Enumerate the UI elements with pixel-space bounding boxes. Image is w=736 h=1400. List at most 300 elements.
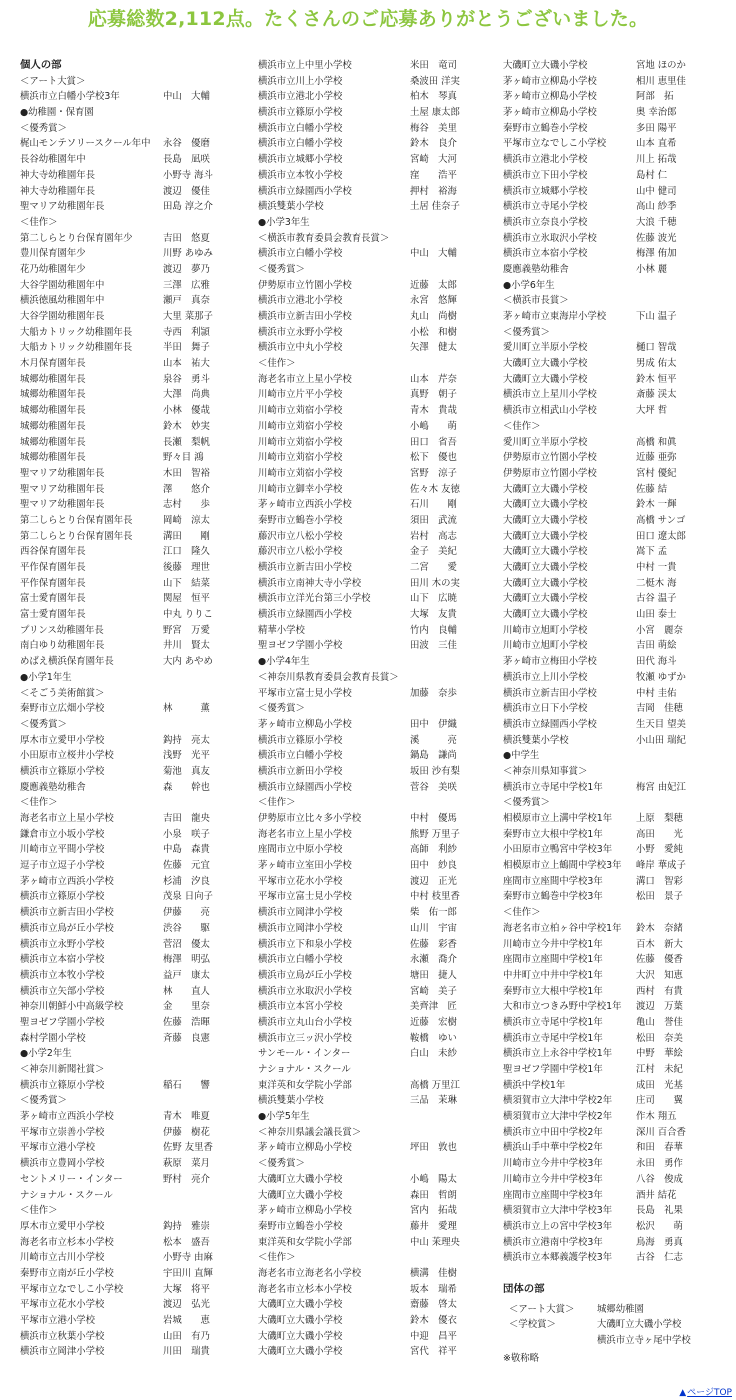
winner-row bbox=[503, 482, 731, 498]
school-label: 川崎市立苅宿小学校 bbox=[258, 452, 343, 464]
winner-name: 米田 竜司 bbox=[410, 60, 457, 71]
winner-row bbox=[20, 670, 245, 686]
school-label: 座間市立座間中学校3年 bbox=[503, 1189, 603, 1201]
school-label: 藤沢市立八松小学校 bbox=[258, 546, 343, 558]
winner-name: 山下 結菜 bbox=[163, 577, 210, 589]
winner-row bbox=[258, 591, 494, 607]
winner-row bbox=[20, 1203, 245, 1219]
winner-name: 相川 恵里佳 bbox=[636, 75, 686, 87]
school-label: 大磯町立大磯小学校 bbox=[503, 609, 588, 621]
winner-row bbox=[258, 121, 494, 137]
winner-row bbox=[258, 827, 494, 843]
winner-row bbox=[20, 638, 245, 654]
winner-name: 丸山 尚樹 bbox=[410, 311, 457, 322]
school-label: 横浜市立本宿小学校 bbox=[503, 248, 588, 260]
winner-name: 鍋島 謙尚 bbox=[410, 750, 457, 762]
winner-name: 鈴木 良介 bbox=[410, 138, 457, 150]
winner-row bbox=[258, 466, 494, 482]
school-label: 横須賀市立大津中学校3年 bbox=[503, 1205, 613, 1217]
school-label: 花乃幼稚園年少 bbox=[20, 263, 86, 275]
school-label: サンモール・インター bbox=[258, 1048, 351, 1060]
winner-row bbox=[503, 325, 731, 341]
winner-row bbox=[258, 1344, 494, 1360]
school-label: 横浜市立岡津小学校 bbox=[258, 907, 343, 919]
winner-name: 井川 賢太 bbox=[163, 640, 210, 652]
winner-row bbox=[503, 811, 731, 827]
winner-row bbox=[503, 952, 731, 968]
school-label: 豊川保育園年少 bbox=[20, 248, 86, 260]
school-label: 平塚市立富士見小学校 bbox=[258, 891, 352, 903]
winner-row bbox=[258, 654, 494, 670]
winner-name: 半田 舞子 bbox=[163, 342, 210, 354]
winner-row bbox=[20, 387, 245, 403]
school-label: 大磯町立大磯小学校 bbox=[503, 60, 588, 71]
school-label: 大磯町立大磯小学校 bbox=[503, 577, 588, 589]
winner-row bbox=[258, 1297, 494, 1313]
school-label: 横浜市立緑園西小学校 bbox=[258, 781, 352, 793]
winner-row bbox=[503, 340, 731, 356]
school-label: 平塚市立なでしこ小学校 bbox=[503, 138, 607, 150]
school-label: 伊勢原市立比々多小学校 bbox=[258, 813, 362, 824]
winner-name: 田代 海斗 bbox=[636, 656, 677, 668]
winner-row bbox=[503, 450, 731, 466]
school-label: 横浜市立港北小学校 bbox=[258, 295, 343, 307]
winner-row bbox=[258, 278, 494, 294]
winner-row bbox=[258, 356, 494, 372]
school-label: 厚木市立愛甲小学校 bbox=[20, 734, 105, 746]
school-label: 伊勢原市立竹園小学校 bbox=[258, 279, 352, 291]
winner-name: 佐藤 彩香 bbox=[410, 938, 457, 950]
winner-name: 大塚 将平 bbox=[163, 1283, 210, 1295]
winner-row bbox=[258, 1313, 494, 1329]
winner-row bbox=[503, 58, 731, 74]
group-winner: 大磯町立大磯小学校 bbox=[597, 1319, 682, 1331]
school-label: 愛川町立半原小学校 bbox=[503, 436, 588, 448]
winner-name: 作木 翔五 bbox=[636, 1111, 677, 1123]
winner-name: 二宮 愛 bbox=[410, 562, 457, 573]
winner-name: 田口 遼太郎 bbox=[636, 530, 686, 542]
winner-row bbox=[20, 701, 245, 717]
school-label: ●小学3年生 bbox=[258, 216, 310, 228]
winner-row bbox=[503, 403, 731, 419]
winner-row bbox=[503, 607, 731, 623]
school-label: 川崎市立旭町小学校 bbox=[503, 624, 588, 636]
page-top-label: ページTOP bbox=[687, 1388, 732, 1398]
winner-name: 萩原 菜月 bbox=[163, 1158, 210, 1170]
winner-row bbox=[20, 105, 245, 121]
school-label: 川崎市立今井中学校3年 bbox=[503, 1173, 603, 1185]
winner-row bbox=[258, 246, 494, 262]
school-label: 茅ヶ崎市立西浜小学校 bbox=[258, 499, 352, 511]
school-label: 横浜市立川上小学校 bbox=[258, 75, 343, 87]
winner-name: 青木 貴哉 bbox=[410, 405, 457, 417]
winner-name: 窪 浩平 bbox=[410, 169, 457, 181]
winner-name: 宮崎 美子 bbox=[410, 985, 457, 997]
school-label: 大磯町立大磯小学校 bbox=[503, 358, 588, 370]
winner-row bbox=[20, 858, 245, 874]
winner-row bbox=[20, 795, 245, 811]
winner-row bbox=[258, 874, 494, 890]
winner-row bbox=[503, 121, 731, 137]
winner-name: 長島 礼果 bbox=[636, 1205, 683, 1217]
school-label: 秦野市立鶴巻小学校 bbox=[503, 122, 588, 134]
winner-name: 菅沼 優太 bbox=[163, 938, 210, 950]
school-label: 大磯町立大磯小学校 bbox=[503, 483, 588, 495]
winner-name: 上原 梨穂 bbox=[636, 813, 683, 824]
winner-row bbox=[258, 152, 494, 168]
winner-row bbox=[258, 1156, 494, 1172]
winner-row bbox=[503, 168, 731, 184]
school-label: 横浜市立永野小学校 bbox=[258, 326, 343, 338]
school-label: 横浜市立本牧小学校 bbox=[20, 969, 105, 981]
school-label: 平塚市立港小学校 bbox=[20, 1142, 96, 1154]
winner-name: 大内 あやめ bbox=[163, 656, 213, 668]
winner-name: 庄司 翼 bbox=[636, 1095, 683, 1107]
school-label: 鎌倉市立小坂小学校 bbox=[20, 828, 105, 840]
school-label: 聖ヨゼフ学園中学校1年 bbox=[503, 1064, 603, 1075]
winner-name: 中島 森貴 bbox=[163, 844, 210, 856]
winner-row bbox=[20, 325, 245, 341]
winner-name: 寺西 利頴 bbox=[163, 326, 210, 338]
school-label: 富士愛育園年長 bbox=[20, 609, 86, 621]
school-label: ＜優秀賞＞ bbox=[258, 703, 305, 715]
winner-row bbox=[20, 591, 245, 607]
winner-row bbox=[258, 136, 494, 152]
winner-name: 山田 泰士 bbox=[636, 609, 677, 621]
winner-row bbox=[503, 560, 731, 576]
winner-row bbox=[20, 168, 245, 184]
winner-name: 吉田 萌絵 bbox=[636, 640, 677, 652]
school-label: 横浜市立白幡小学校 bbox=[258, 122, 343, 134]
winner-row bbox=[258, 74, 494, 90]
winner-name: 山下 広暁 bbox=[410, 593, 457, 605]
school-label: ＜優秀賞＞ bbox=[503, 326, 550, 338]
winner-row bbox=[503, 387, 731, 403]
school-label: 横浜市立緑園西小学校 bbox=[503, 718, 597, 730]
winner-row bbox=[258, 482, 494, 498]
school-label: 慶應義塾幼稚舎 bbox=[20, 781, 86, 793]
winner-name: 山中 健司 bbox=[636, 185, 677, 197]
school-label: 川崎市立片平小学校 bbox=[258, 389, 343, 401]
school-label: 秦野市立鶴巻中学校3年 bbox=[503, 891, 603, 903]
winner-name: 土居 佳奈子 bbox=[410, 201, 460, 213]
winner-row bbox=[258, 1125, 494, 1141]
winner-row bbox=[503, 1109, 731, 1125]
winner-row bbox=[503, 231, 731, 247]
winner-name: 中山 大輔 bbox=[410, 248, 457, 260]
winner-row bbox=[258, 435, 494, 451]
school-label: ●小学6年生 bbox=[503, 279, 555, 291]
winner-row bbox=[258, 513, 494, 529]
winner-name: 矢澤 健太 bbox=[410, 342, 457, 354]
school-label: 横浜市立城郷小学校 bbox=[258, 154, 343, 166]
winner-name: 岩村 高志 bbox=[410, 530, 457, 542]
winner-name: 宮地 ほのか bbox=[636, 60, 686, 71]
winner-name: 小林 麗 bbox=[636, 263, 668, 275]
winner-row bbox=[20, 952, 245, 968]
school-label: 横浜市立新吉田小学校 bbox=[20, 907, 114, 919]
school-label: 聖マリア幼稚園年長 bbox=[20, 483, 105, 495]
school-label: 東洋英和女学院小学部 bbox=[258, 1236, 352, 1248]
school-label: 厚木市立愛甲小学校 bbox=[20, 1220, 105, 1232]
school-label: 大磯町立大磯小学校 bbox=[258, 1299, 343, 1311]
winner-row bbox=[503, 1125, 731, 1141]
winner-name: 高田 光 bbox=[636, 828, 683, 840]
winner-row bbox=[503, 670, 731, 686]
winner-name: 鈴木 奈緒 bbox=[636, 922, 683, 934]
winner-row bbox=[20, 435, 245, 451]
winner-row bbox=[258, 842, 494, 858]
winner-row bbox=[20, 419, 245, 435]
winner-row bbox=[258, 1172, 494, 1188]
school-label: 大磯町立大磯小学校 bbox=[503, 373, 588, 385]
school-label: ＜優秀賞＞ bbox=[20, 718, 67, 730]
winner-row bbox=[258, 576, 494, 592]
winner-name: 近藤 亜弥 bbox=[636, 452, 677, 464]
school-label: 城郷幼稚園年長 bbox=[20, 405, 86, 417]
winner-row bbox=[20, 1156, 245, 1172]
winner-row bbox=[20, 497, 245, 513]
school-label: 茅ヶ崎市立柳島小学校 bbox=[503, 107, 597, 119]
school-label: 西谷保育園年長 bbox=[20, 546, 86, 558]
winner-name: 押村 裕海 bbox=[410, 185, 457, 197]
winner-row bbox=[20, 811, 245, 827]
winner-name: 男成 佑太 bbox=[636, 358, 677, 370]
winner-row bbox=[20, 1015, 245, 1031]
school-label: 藤沢市立八松小学校 bbox=[258, 530, 343, 542]
winner-row bbox=[258, 372, 494, 388]
winner-name: 中村 一貴 bbox=[636, 562, 677, 573]
school-label: 秦野市立大根中学校1年 bbox=[503, 828, 603, 840]
winner-name: 高師 利紗 bbox=[410, 844, 457, 856]
winner-name: 鈴木 恒平 bbox=[636, 373, 677, 385]
winner-row bbox=[258, 717, 494, 733]
winner-row bbox=[20, 905, 245, 921]
school-label: ＜優秀賞＞ bbox=[258, 1158, 305, 1170]
winner-row bbox=[503, 105, 731, 121]
school-label: 横浜中学校1年 bbox=[503, 1079, 566, 1091]
school-label: 横浜市立篠原小学校 bbox=[20, 891, 105, 903]
winner-name: 長瀬 梨帆 bbox=[163, 436, 210, 448]
school-label: 川崎市立古川小学校 bbox=[20, 1252, 105, 1264]
winner-row bbox=[258, 450, 494, 466]
winner-name: 多田 陽平 bbox=[636, 122, 677, 134]
section-heading: 個人の部 bbox=[20, 59, 62, 71]
school-label: 海老名市立柏ヶ谷中学校1年 bbox=[503, 922, 622, 934]
school-label: 秦野市立南が丘小学校 bbox=[20, 1267, 114, 1279]
winner-row bbox=[20, 1109, 245, 1125]
school-label: 横浜市立白幡小学校3年 bbox=[20, 91, 120, 103]
winner-name: 浅野 光平 bbox=[163, 750, 210, 762]
winner-name: 山本 直希 bbox=[636, 138, 677, 150]
school-label: 平作保育園年長 bbox=[20, 577, 86, 589]
winner-row bbox=[20, 544, 245, 560]
winner-row bbox=[503, 1093, 731, 1109]
school-label: 慶應義塾幼稚舎 bbox=[503, 263, 569, 275]
winner-name: 松沢 萌 bbox=[636, 1220, 683, 1232]
winner-name: 志村 歩 bbox=[163, 499, 210, 511]
winner-name: 渡辺 正光 bbox=[410, 875, 457, 887]
winner-name: 小宮 麗奈 bbox=[636, 624, 683, 636]
winner-row bbox=[258, 607, 494, 623]
school-label: 横浜徳風幼稚園年中 bbox=[20, 295, 105, 307]
winner-name: 加藤 奈歩 bbox=[410, 687, 457, 699]
winner-row bbox=[20, 340, 245, 356]
winner-row bbox=[20, 984, 245, 1000]
winner-row bbox=[258, 858, 494, 874]
group-row bbox=[503, 1333, 731, 1349]
school-label: 座間市立座間中学校1年 bbox=[503, 954, 603, 966]
school-label: 横浜雙葉小学校 bbox=[503, 734, 569, 746]
school-label: ＜神奈川新聞社賞＞ bbox=[20, 1064, 105, 1075]
school-label: 横浜市立篠原小学校 bbox=[258, 734, 343, 746]
school-label: ＜そごう美術館賞＞ bbox=[20, 687, 105, 699]
winner-name: 白山 未紗 bbox=[410, 1048, 457, 1060]
group-section-heading: 団体の部 bbox=[503, 1283, 545, 1295]
winner-row bbox=[20, 607, 245, 623]
winner-name: 石川 剛 bbox=[410, 499, 457, 511]
winner-name: 中村 枝里香 bbox=[410, 891, 460, 903]
winner-name: 渡辺 万葉 bbox=[636, 1001, 683, 1013]
winner-name: 横溝 佳樹 bbox=[410, 1267, 457, 1279]
winner-row bbox=[258, 889, 494, 905]
winner-name: 長島 凪咲 bbox=[163, 154, 210, 166]
winner-row bbox=[20, 780, 245, 796]
winner-name: 坂田 沙有梨 bbox=[410, 765, 460, 777]
winner-name: 小嶋 萌 bbox=[410, 420, 457, 432]
winner-row bbox=[503, 999, 731, 1015]
school-label: 小田原市立鴨宮中学校3年 bbox=[503, 844, 613, 856]
school-label: 座間市立座間中学校3年 bbox=[503, 875, 603, 887]
school-label: 横浜市立中丸小学校 bbox=[258, 342, 343, 354]
school-label: 大谷学園幼稚園年中 bbox=[20, 279, 105, 291]
winner-row bbox=[258, 1266, 494, 1282]
school-label: 中井町立中井中学校1年 bbox=[503, 969, 603, 981]
winner-name: 松本 盛吾 bbox=[163, 1236, 210, 1248]
school-label: 城郷幼稚園年長 bbox=[20, 436, 86, 448]
winner-name: 泉谷 勇斗 bbox=[163, 373, 210, 385]
winner-row bbox=[503, 246, 731, 262]
winner-row bbox=[20, 262, 245, 278]
winner-row bbox=[258, 1219, 494, 1235]
winner-name: 梅宮 由妃江 bbox=[636, 781, 686, 793]
school-label: 横浜市立本宮小学校 bbox=[258, 1001, 343, 1013]
winner-row bbox=[258, 1046, 494, 1062]
winner-row bbox=[258, 1078, 494, 1094]
school-label: 横浜市立篠原小学校 bbox=[258, 107, 343, 119]
winner-name: 佐藤 浩暉 bbox=[163, 1016, 210, 1028]
winner-name: 溝口 智彩 bbox=[636, 875, 683, 887]
school-label: 茅ヶ崎市立柳島小学校 bbox=[503, 75, 597, 87]
winner-row bbox=[20, 1219, 245, 1235]
school-label: 横浜市立上川小学校 bbox=[503, 671, 588, 683]
winner-row bbox=[258, 905, 494, 921]
school-label: 横浜市立鳥が丘小学校 bbox=[258, 969, 352, 981]
school-label: 南白ゆり幼稚園年長 bbox=[20, 640, 105, 652]
winner-name: 梅谷 美里 bbox=[410, 122, 457, 134]
winner-row bbox=[20, 560, 245, 576]
winner-row bbox=[503, 654, 731, 670]
winner-name: 塘田 捷人 bbox=[410, 969, 457, 981]
winner-row bbox=[20, 968, 245, 984]
winner-row bbox=[258, 811, 494, 827]
winner-name: 後藤 理世 bbox=[163, 562, 210, 573]
winner-row bbox=[258, 89, 494, 105]
school-label: 大磯町立大磯小学校 bbox=[258, 1346, 343, 1358]
school-label: 横浜市立篠原小学校 bbox=[20, 1079, 105, 1091]
winner-row bbox=[503, 717, 731, 733]
winner-row bbox=[20, 1062, 245, 1078]
winner-row bbox=[503, 795, 731, 811]
school-label: 城郷幼稚園年長 bbox=[20, 452, 86, 464]
school-label: 大磯町立大磯小学校 bbox=[503, 593, 588, 605]
winner-row bbox=[503, 1015, 731, 1031]
winner-name: 菊池 真友 bbox=[163, 765, 210, 777]
winner-row bbox=[258, 1031, 494, 1047]
winner-row bbox=[503, 497, 731, 513]
school-label: 川崎市立苅宿小学校 bbox=[258, 467, 343, 479]
school-label: 横浜市立新吉田小学校 bbox=[503, 687, 597, 699]
winner-row bbox=[258, 215, 494, 231]
page-top-link[interactable] bbox=[679, 1385, 732, 1398]
winner-row bbox=[20, 450, 245, 466]
school-label: 横浜市立岡津小学校 bbox=[258, 922, 343, 934]
winner-row bbox=[20, 403, 245, 419]
school-label: 横浜市立中田中学校2年 bbox=[503, 1126, 603, 1138]
winner-name: 大澤 尚典 bbox=[163, 389, 210, 401]
winner-name: 三品 茉琳 bbox=[410, 1095, 457, 1107]
winner-row bbox=[20, 309, 245, 325]
school-label: 城郷幼稚園年長 bbox=[20, 373, 86, 385]
school-label: 横浜市立新吉田小学校 bbox=[258, 311, 352, 322]
school-label: 大磯町立大磯小学校 bbox=[258, 1330, 343, 1342]
winner-name: 野宮 万愛 bbox=[163, 624, 210, 636]
winner-name: 古谷 仁志 bbox=[636, 1252, 683, 1264]
school-label: 茅ヶ崎市立柳島小学校 bbox=[258, 1142, 352, 1154]
winners-column-3 bbox=[503, 58, 731, 1266]
winner-name: 稲石 響 bbox=[163, 1079, 210, 1091]
winner-row bbox=[503, 858, 731, 874]
winner-name: 山本 祐大 bbox=[163, 358, 210, 370]
winner-name: 大里 菜那子 bbox=[163, 311, 213, 322]
winner-row bbox=[258, 1093, 494, 1109]
winner-name: 小山田 瑞紀 bbox=[636, 734, 686, 746]
school-label: 横浜市立緑園西小学校 bbox=[258, 185, 352, 197]
winner-row bbox=[258, 199, 494, 215]
winner-name: 梅澤 明弘 bbox=[163, 954, 210, 966]
winner-row bbox=[20, 686, 245, 702]
winner-name: 中丸 りりこ bbox=[163, 609, 213, 621]
winner-row bbox=[503, 372, 731, 388]
winner-row bbox=[20, 466, 245, 482]
school-label: ●小学5年生 bbox=[258, 1111, 310, 1123]
school-label: 聖マリア幼稚園年長 bbox=[20, 499, 105, 511]
school-label: 横浜市立本郷義護学校3年 bbox=[503, 1252, 613, 1264]
winner-row bbox=[258, 623, 494, 639]
winner-name: 溪 亮 bbox=[410, 734, 457, 746]
school-label: 横浜市立矢部小学校 bbox=[20, 985, 105, 997]
winner-name: 金子 美紀 bbox=[410, 546, 457, 558]
winner-name: 高橋 和眞 bbox=[636, 436, 677, 448]
school-label: 富士愛育園年長 bbox=[20, 593, 86, 605]
winner-row bbox=[20, 827, 245, 843]
winner-row bbox=[258, 325, 494, 341]
school-label: 東洋英和女学院小学部 bbox=[258, 1079, 352, 1091]
winner-name: 永宮 悠輝 bbox=[410, 295, 457, 307]
winner-row bbox=[20, 1078, 245, 1094]
school-label: 横浜市立城郷小学校 bbox=[503, 185, 588, 197]
winner-name: 茂泉 日向子 bbox=[163, 891, 213, 903]
